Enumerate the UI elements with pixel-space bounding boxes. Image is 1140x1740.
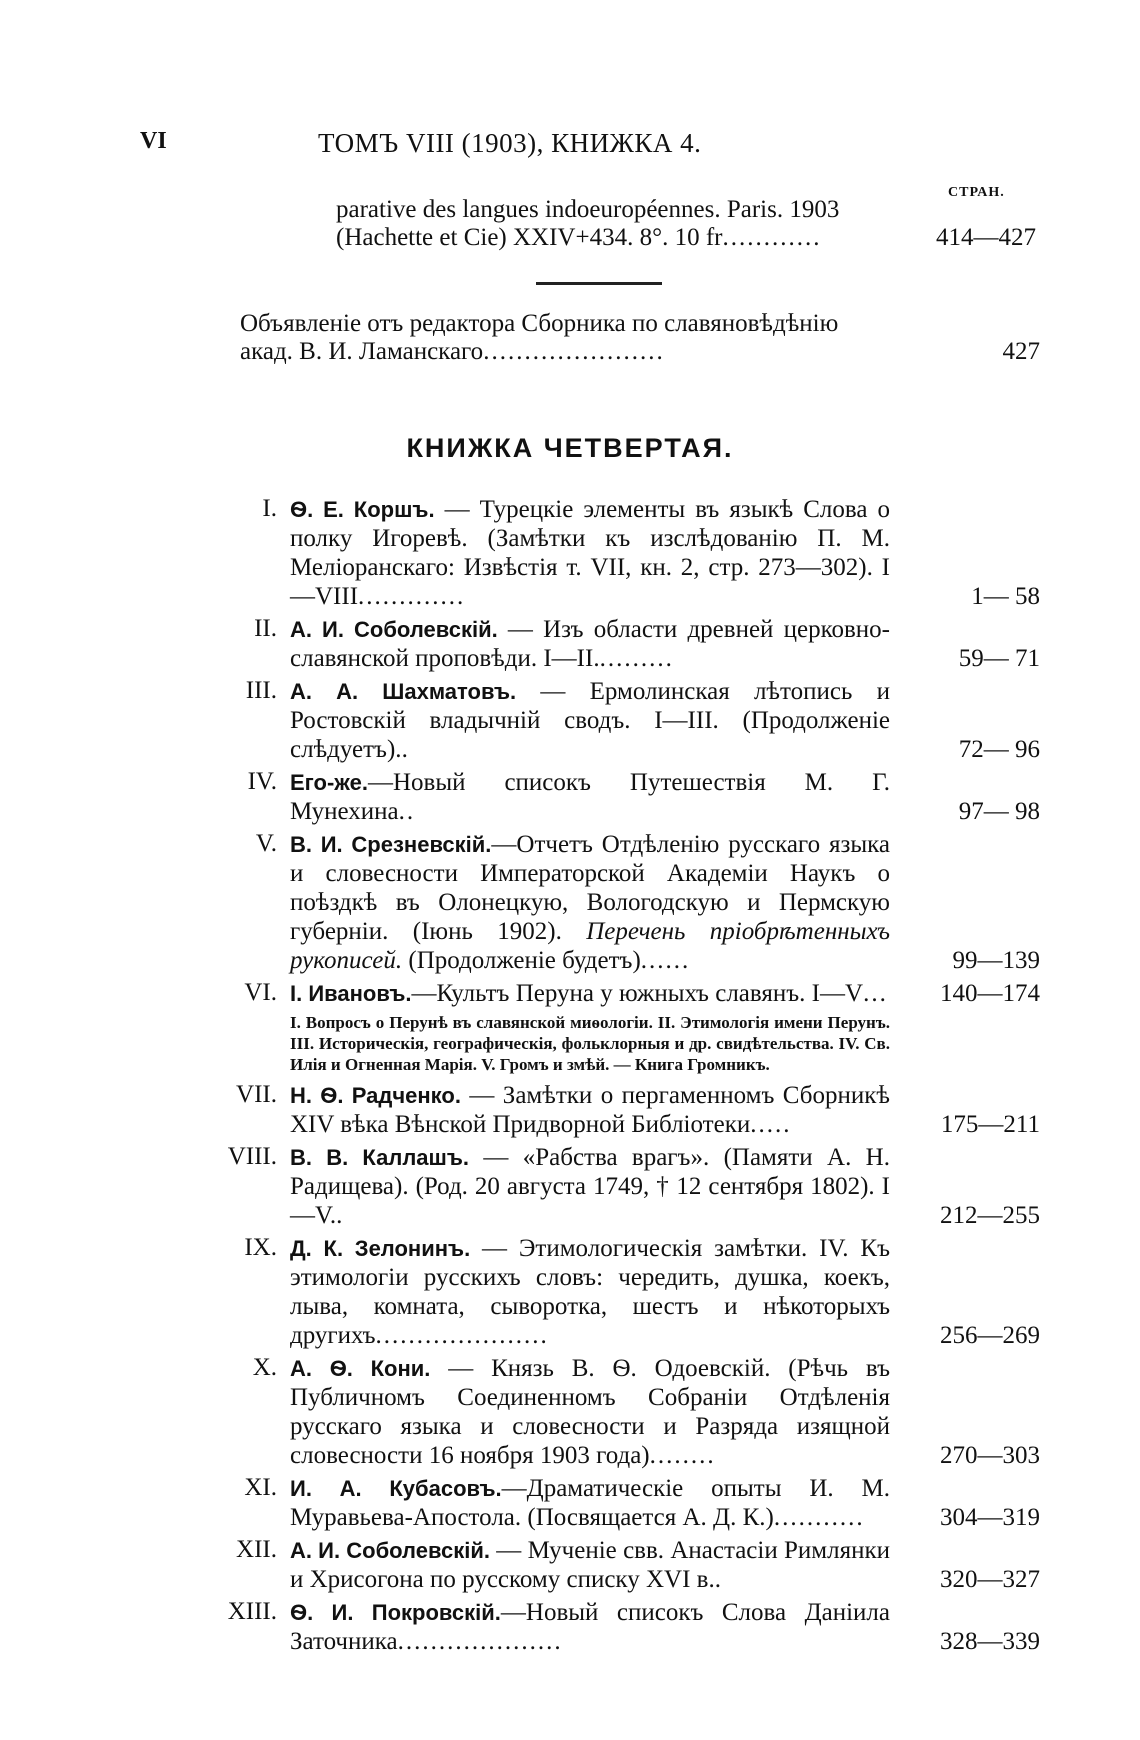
entry-number: XII. (236, 1536, 277, 1563)
entry-title: —Новый списокъ Путешествія М. Г. Мунехина (290, 769, 890, 825)
announcement-text: акад. В. И. Ламанскаго (240, 338, 484, 365)
entry-author: В. И. Срезневскій. (290, 832, 492, 857)
entry-pages: 175—211 (940, 1111, 1040, 1138)
toc-entry (150, 979, 1040, 1008)
toc-entry (150, 1234, 1040, 1350)
entry-number: VII. (236, 1081, 277, 1108)
leader-dots: ...... (640, 947, 691, 974)
entry-title-continued: (Продолженіе будетъ) (402, 947, 641, 974)
toc-entry (150, 615, 1040, 673)
entry-pages: 320—327 (940, 1566, 1040, 1593)
entry-number: XI. (244, 1474, 277, 1501)
entry-body (290, 830, 890, 975)
entry-body (290, 1598, 890, 1656)
entry-number: VIII. (227, 1143, 277, 1170)
leader-dots: ..................... (375, 1322, 549, 1349)
prev-entry-line-2 (336, 224, 1036, 252)
entry-title: — Изъ области древней церковно-славянской проповѣди. I—II. (290, 616, 890, 672)
leader-dots: .................... (397, 1628, 563, 1655)
entry-title: — «Рабства врагъ». (Памяти А. Н. Радищева). (Род. 20 августа 1749, † 12 сентября 1802). I—V. (290, 1144, 890, 1229)
entry-pages: 99—139 (952, 947, 1040, 974)
prev-entry-line-1: parative des langues indoeuropéennes. Paris. 1903 (336, 196, 840, 223)
entry-subnote: I. Вопросъ о Перунѣ въ славянской миѳологіи. II. Этимологія имени Перунъ. III. Историческія, географическія, фольклорныя и др. свидѣтельства. IV. Св. Илія и Огненная Марія. V. Громъ и змѣй. — Книга Громникъ. (290, 1013, 890, 1074)
running-title: ТОМЪ VIII (1903), КНИЖКА 4. (318, 128, 702, 158)
entry-number: V. (255, 830, 277, 857)
section-title: КНИЖКА ЧЕТВЕРТАЯ. (406, 433, 734, 463)
entry-body (290, 768, 890, 826)
leader-dots: ......... (599, 645, 674, 672)
toc-entry (150, 830, 1040, 975)
entry-body (290, 1234, 890, 1350)
page-number: VI (140, 128, 167, 154)
entry-author: Его-же. (290, 770, 368, 795)
entry-author: А. И. Соболевскій. (290, 1538, 490, 1563)
entry-body (290, 1474, 890, 1532)
entry-body (290, 677, 890, 764)
entry-body (290, 1354, 890, 1470)
toc-entry (150, 1536, 1040, 1594)
entry-author: Д. К. Зелонинъ. (290, 1236, 471, 1261)
entry-pages: 72— 96 (958, 736, 1040, 763)
toc-entry (150, 1143, 1040, 1230)
leader-dots: . (714, 1566, 723, 1593)
leader-dots: . (336, 1202, 345, 1229)
entry-title: —Культъ Перуна у южныхъ славянъ. I—V (411, 980, 864, 1007)
entry-author: В. В. Каллашъ. (290, 1145, 470, 1170)
entry-pages: 256—269 (940, 1322, 1040, 1349)
entry-number: IX. (244, 1234, 277, 1261)
announcement-line-2 (240, 338, 1040, 366)
toc-entry (150, 677, 1040, 764)
toc-entry (150, 495, 1040, 611)
entry-pages: 304—319 (940, 1504, 1040, 1531)
entry-body (290, 1143, 890, 1230)
entry-pages: 97— 98 (958, 798, 1040, 825)
entry-title: — Ермолинская лѣтопись и Ростовскій владычній сводъ. I—III. (Продолженіе слѣдуетъ). (290, 678, 890, 763)
entry-author: І. Ивановъ. (290, 981, 412, 1006)
entry-author: А. А. Шахматовъ. (290, 679, 517, 704)
entry-title: — Мученіе свв. Анастасіи Римлянки и Хрисогона по русскому списку XVI в. (290, 1537, 890, 1593)
entry-title: —Отчетъ Отдѣленію русскаго языка и словесности Императорской Академіи Наукъ о поѣздкѣ въ Олонецкую, Вологодскую и Пермскую губерніи. (Іюнь 1902). (290, 831, 890, 945)
toc-entry (150, 768, 1040, 826)
leader-dots: ........ (649, 1442, 716, 1469)
entry-body (290, 1536, 890, 1594)
entry-number: VI. (244, 979, 277, 1006)
toc-entry (150, 1598, 1040, 1656)
leader-dots: ........... (773, 1504, 865, 1531)
entry-author: Н. Ѳ. Радченко. (290, 1083, 461, 1108)
toc-entry (150, 1354, 1040, 1470)
entry-author: А. И. Соболевскій. (290, 617, 498, 642)
entry-author: А. Ѳ. Кони. (290, 1356, 431, 1381)
entry-title: — Турецкіе элементы въ языкѣ Слова о полку Игоревѣ. (Замѣтки къ изслѣдованію П. М. Меліоранскаго: Извѣстія т. VII, кн. 2, стр. 273—302). I—VIII (290, 496, 891, 610)
entry-title: — Замѣтки о пергаменномъ Сборникѣ XIV вѣка Вѣнской Придворной Библіотеки (290, 1082, 890, 1138)
entry-body (290, 1081, 890, 1139)
entry-number: X. (252, 1354, 277, 1381)
entry-pages: 212—255 (940, 1202, 1040, 1229)
entry-number: I. (262, 495, 277, 522)
prev-entry-pages: 414—427 (936, 224, 1036, 251)
table-of-contents (150, 495, 1040, 1660)
leader-dots: ..... (750, 1111, 792, 1138)
prev-entry-continuation (336, 196, 1036, 252)
entry-pages: 328—339 (940, 1628, 1040, 1655)
entry-number: II. (254, 615, 277, 642)
entry-pages: 1— 58 (971, 583, 1040, 610)
entry-number: III. (245, 677, 277, 704)
announcement-pages: 427 (1002, 338, 1040, 365)
entry-title: — Этимологическія замѣтки. IV. Къ этимологіи русскихъ словъ: чередить, душка, коекъ, лыва, комната, сыворотка, шестъ и нѣкоторыхъ другихъ (290, 1235, 890, 1349)
entry-italic-title: Перечень пріобрѣтенныхъ рукописей. (290, 918, 891, 974)
entry-pages: 140—174 (940, 980, 1040, 1007)
prev-entry-text: (Hachette et Cie) XXIV+434. 8°. 10 fr (336, 224, 723, 251)
announcement-line-1: Объявленіе отъ редактора Сборника по славяновѣдѣнію (240, 310, 839, 337)
entry-body (290, 615, 890, 673)
entry-title: —Новый списокъ Слова Даніила Заточника (290, 1599, 890, 1655)
leader-dots: ...................... (483, 338, 665, 365)
entry-number: IV. (247, 768, 277, 795)
entry-author: Ѳ. Е. Коршъ. (290, 497, 435, 522)
entry-number: XIII. (227, 1598, 277, 1625)
section-divider (536, 282, 662, 285)
pages-column-label: СТРАН. (948, 185, 1005, 200)
entry-title: —Драматическіе опыты И. М. Муравьева-Апостола. (Посвящается А. Д. К.) (290, 1475, 891, 1531)
toc-entry (150, 1081, 1040, 1139)
toc-entry (150, 1474, 1040, 1532)
entry-pages: 270—303 (940, 1442, 1040, 1469)
leader-dots: . (401, 736, 410, 763)
entry-body (290, 979, 890, 1008)
entry-body (290, 495, 890, 611)
leader-dots: ............ (722, 224, 822, 251)
leader-dots: ... (863, 980, 888, 1007)
entry-pages: 59— 71 (958, 645, 1040, 672)
leader-dots: ............. (358, 583, 466, 610)
entry-author: Ѳ. И. Покровскій. (290, 1600, 501, 1625)
leader-dots: .. (398, 798, 416, 825)
entry-author: И. А. Кубасовъ. (290, 1476, 502, 1501)
editor-announcement (240, 310, 1040, 366)
entry-title: — Князь В. Ѳ. Одоевскій. (Рѣчь въ Публичномъ Соединенномъ Собраніи Отдѣленія русскаго языка и словесности и Разряда изящной словесности 16 ноября 1903 года) (290, 1355, 890, 1469)
